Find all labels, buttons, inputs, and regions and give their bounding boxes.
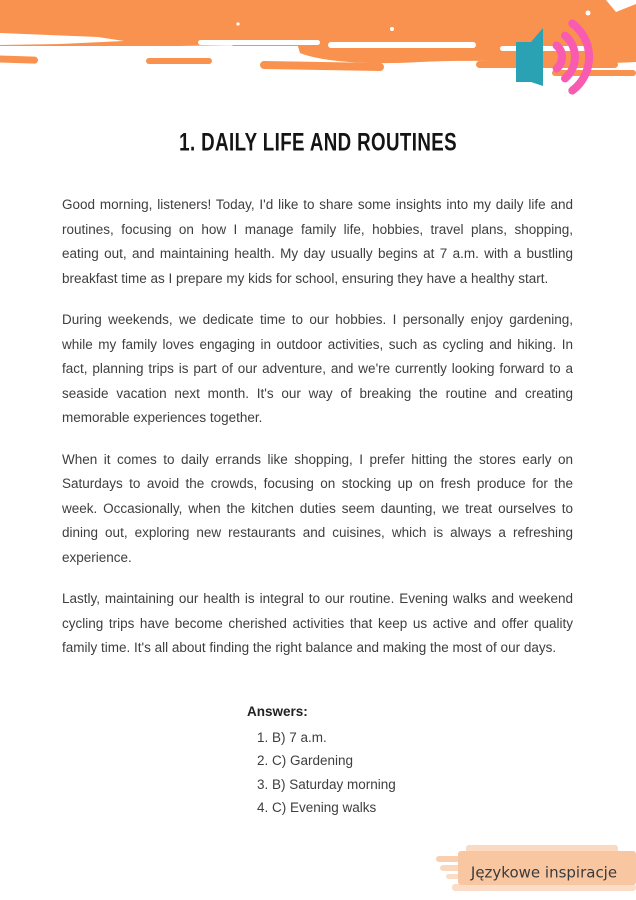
sound-waves-icon xyxy=(557,23,590,90)
paragraph-health: Lastly, maintaining our health is integral to our routine. Evening walks and weekend cycling trips have become cherished activities that keep us active and offer quality family time. It's all about finding the right balance and making the most of our days. xyxy=(62,591,573,655)
answer-item-4: 4. C) Evening walks xyxy=(257,800,377,815)
answer-item-3: 3. B) Saturday morning xyxy=(257,776,396,792)
transcript-body xyxy=(62,193,573,678)
answers-list xyxy=(247,726,396,820)
page-title xyxy=(0,129,636,157)
speaker-audio-icon xyxy=(506,12,606,104)
paragraph-shopping: When it comes to daily errands like shopping, I prefer hitting the stores early on Saturdays to avoid the crowds, focusing on stocking up on fresh produce for the week. Occasionally, when the kitchen duties seem daunting, we treat ourselves to dining out, exploring new restaurants and cuisines, which is always a refreshing experience. xyxy=(62,451,573,565)
brand-name: Językowe inspiracje xyxy=(470,863,618,882)
paragraph-intro: Good morning, listeners! Today, I'd like to share some insights into my daily life and routines, focusing on how I manage family life, hobbies, travel plans, shopping, eating out, and maintaining health. My day usually begins at 7 a.m. with a bustling breakfast time as I prepare my kids for school, ensuring they have a healthy start. xyxy=(62,197,573,286)
speaker-icon xyxy=(516,28,543,86)
answers-section xyxy=(247,700,396,820)
answers-heading: Answers: xyxy=(247,704,308,719)
answer-item-2: 2. C) Gardening xyxy=(257,753,354,768)
page-title-text: 1. DAILY LIFE AND ROUTINES xyxy=(179,128,457,157)
footer-brand-badge xyxy=(436,844,636,894)
paragraph-hobbies: During weekends, we dedicate time to our hobbies. I personally enjoy gardening, while my family loves engaging in outdoor activities, such as cycling and hiking. In fact, planning trips is part of our adventure, and we're currently looking forward to a seaside vacation next month. It's our way of breaking the routine and creating memorable experiences together. xyxy=(62,312,573,425)
answer-item-1: 1. B) 7 a.m. xyxy=(257,729,327,745)
